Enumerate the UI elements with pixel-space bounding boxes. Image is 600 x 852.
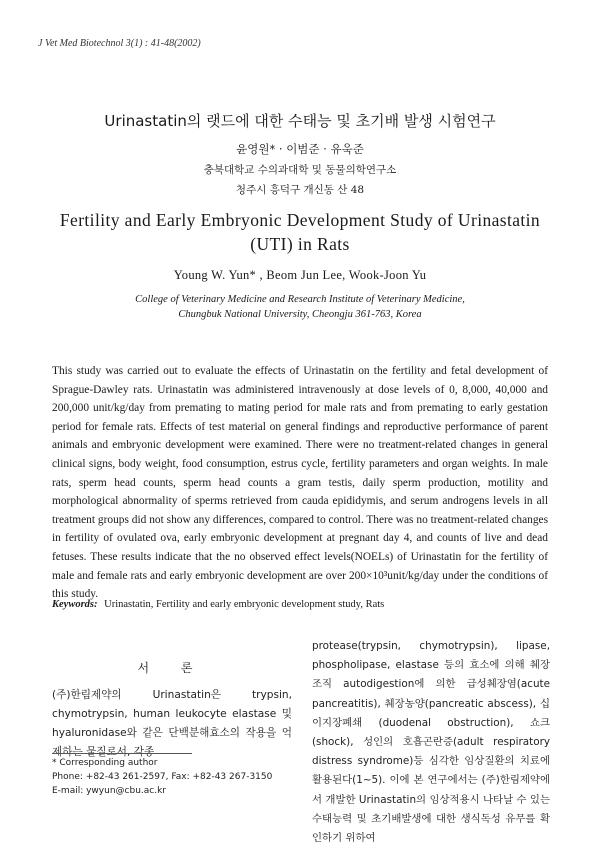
- footnote-phone-fax: Phone: +82-43 261-2597, Fax: +82-43 267-3150: [52, 772, 273, 782]
- footnote-divider: [52, 753, 192, 754]
- english-affiliation-line-2: Chungbuk National University, Cheongju 361-763, Korea: [178, 309, 422, 320]
- korean-affiliation-line-1: 충북대학교 수의과대학 및 동물의학연구소: [203, 164, 397, 176]
- english-title: Fertility and Early Embryonic Development Study of Urinastatin (UTI) in Rats: [59, 210, 541, 254]
- body-left-column: (주)한림제약의 Urinastatin은 trypsin, chymotrypsin, human leukocyte elastase 및 hyaluronidase와 같은 단백분해효소의 작용을 억제하는 물질로서, 각종: [52, 689, 292, 758]
- keywords-text: Urinastatin, Fertility and early embryonic development study, Rats: [104, 599, 385, 610]
- section-heading-introduction: 서 론: [137, 661, 207, 675]
- keywords: [52, 599, 548, 610]
- footnote-email: E-mail: ywyun@cbu.ac.kr: [52, 786, 166, 796]
- english-affiliation: [0, 292, 600, 322]
- footnote-corresponding-author: * Corresponding author: [52, 758, 158, 768]
- abstract: This study was carried out to evaluate the effects of Urinastatin on the fertility and fetal development of Sprague-Dawley rats. Urinastatin was administered intravenously at dose levels of 0, 8,000, 40,000 and 200,000 unit/kg/day from premating to mating period for male rats and from premating to early gestation period for female rats. Effects of test material on general findings and reproductive performance of parent animals and embryonic development were examined. There were no treatment-related changes in general clinical signs, body weight, food consumption, estrus cycle, fertility parameters and organ weights. In male rats, sperm head counts, sperm head counts a gram testis, daily sperm production, motility and morphological abnormality of sperms retrieved from cauda epididymis, and serum androgens levels in all treatment groups did not show any differences, compared to control. There was no treatment-related changes in fertility of ovulated ova, early embryonic development at pregnant day 4, and counts of live and dead fetuses. These results indicate that the no observed effect levels(NOELs) of Urinastatin for the fertility of male and female rats and early embryonic development are over 200×10³unit/kg/day under the conditions of this study.: [52, 365, 548, 601]
- body-right-column: protease(trypsin, chymotrypsin), lipase, phospholipase, elastase 등의 효소에 의해 췌장조직 autodigestion에 의한 급성췌장염(acute pancreatitis), 췌장농양(pancreatic abscess), 십이지장폐쇄 (duodenal obstruction), 쇼크(shock), 성인의 호흡곤란증(adult respiratory distress syndrome)등 심각한 임상질환의 치료에 활용된다(1~5). 이에 본 연구에서는 (주)한림제약에서 개발한 Urinastatin의 임상적용시 나타날 수 있는 수태능력 및 초기배발생에 대한 생식독성 유무를 확인하기 위하여: [312, 640, 550, 845]
- journal-reference: J Vet Med Biotechnol 3(1) : 41-48(2002): [38, 38, 201, 49]
- korean-title: Urinastatin의 랫드에 대한 수태능 및 초기배 발생 시험연구: [104, 112, 496, 130]
- keywords-label: Keywords:: [52, 599, 98, 610]
- korean-authors: 윤영원* · 이범준 · 유욱준: [236, 142, 364, 156]
- english-affiliation-line-1: College of Veterinary Medicine and Research Institute of Veterinary Medicine,: [135, 294, 465, 305]
- footnote: [52, 756, 302, 798]
- korean-affiliation-line-2: 청주시 흥덕구 개신동 산 48: [235, 184, 365, 196]
- english-authors: Young W. Yun* , Beom Jun Lee, Wook-Joon Yu: [173, 268, 427, 282]
